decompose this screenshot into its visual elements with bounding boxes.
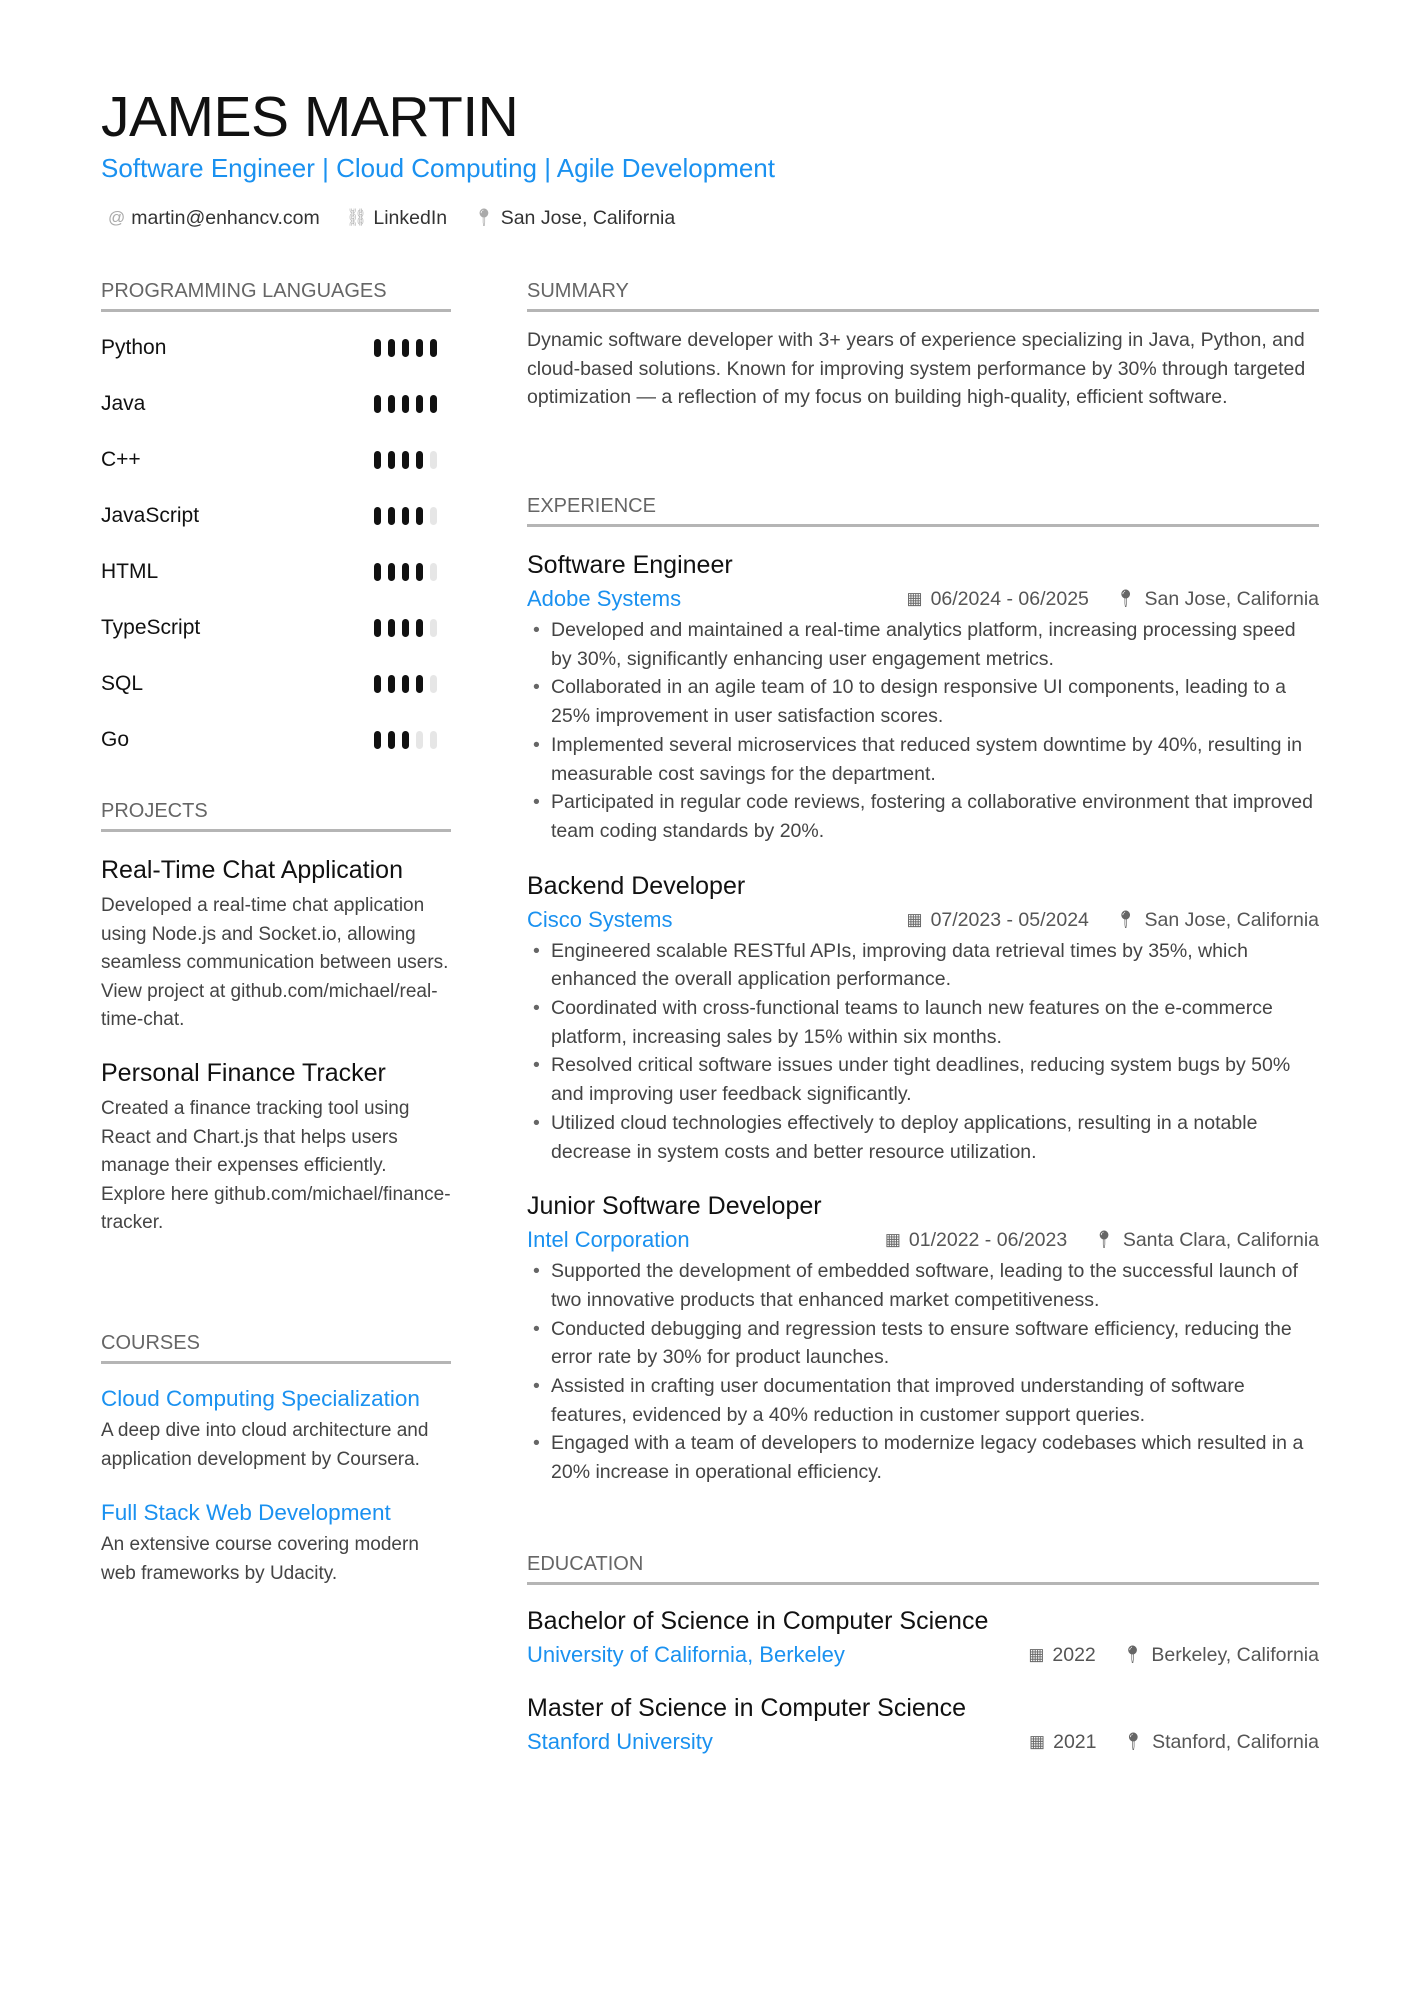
skill-row	[101, 432, 451, 488]
level-dot-filled	[402, 339, 409, 357]
job-bullets	[527, 1257, 1319, 1487]
job-bullets	[527, 616, 1319, 846]
skill-row	[101, 600, 451, 656]
bullet-item: • Resolved critical software issues under tight deadlines, reducing system bugs by 50% and improving user feedback significantly.	[527, 1051, 1319, 1108]
section-heading: PROJECTS	[101, 798, 451, 832]
course-description: An extensive course covering modern web frameworks by Udacity.	[101, 1534, 419, 1584]
level-dot-filled	[402, 675, 409, 693]
job-subheader	[527, 905, 1319, 935]
experience-section	[527, 493, 1319, 1487]
skill-level-rating	[374, 395, 437, 413]
skill-level-rating	[374, 675, 437, 693]
skill-row	[101, 376, 451, 432]
degree-title: Bachelor of Science in Computer Science	[527, 1607, 989, 1635]
skill-row	[101, 544, 451, 600]
level-dot-filled	[388, 675, 395, 693]
level-dot-filled	[402, 563, 409, 581]
candidate-headline: Software Engineer | Cloud Computing | Agile Development	[101, 153, 775, 183]
project-description: Developed a real-time chat application using Node.js and Socket.io, allowing seamless communication between users. View project at github.com/michael/real-time-chat.	[101, 895, 449, 1031]
bullet-item: • Engineered scalable RESTful APIs, improving data retrieval times by 35%, which enhanced the overall application performance.	[527, 937, 1319, 994]
skill-level-rating	[374, 451, 437, 469]
level-dot-filled	[388, 507, 395, 525]
level-dot-filled	[374, 619, 381, 637]
education-entry	[527, 1692, 1319, 1757]
job-entry	[527, 549, 1319, 846]
meta-info	[885, 1225, 1319, 1255]
level-dot-filled	[430, 395, 437, 413]
job-title: Software Engineer	[527, 551, 733, 579]
project-title: Real-Time Chat Application	[101, 856, 403, 884]
location	[1093, 1225, 1319, 1255]
course-title[interactable]: Full Stack Web Development	[101, 1500, 391, 1526]
level-dot-filled	[374, 395, 381, 413]
location-icon: 📍︎	[473, 208, 495, 227]
level-dot-filled	[402, 451, 409, 469]
level-dot-filled	[388, 619, 395, 637]
skill-name: TypeScript	[101, 616, 201, 639]
location	[1122, 1640, 1319, 1670]
school-name[interactable]: University of California, Berkeley	[527, 1642, 845, 1667]
contact-linkedin[interactable]: ⛓ LinkedIn	[345, 207, 448, 229]
company-name[interactable]: Intel Corporation	[527, 1227, 690, 1253]
level-dot-empty	[430, 563, 437, 581]
job-entry	[527, 1190, 1319, 1487]
level-dot-filled	[416, 619, 423, 637]
level-dot-filled	[374, 675, 381, 693]
course-item	[101, 1498, 451, 1588]
level-dot-empty	[430, 451, 437, 469]
bullet-item: • Utilized cloud technologies effectively to deploy applications, resulting in a notable decrease in system costs and better resource utilization.	[527, 1109, 1319, 1166]
location-pin-icon: 📍︎	[1093, 1230, 1115, 1250]
level-dot-empty	[430, 619, 437, 637]
level-dot-filled	[388, 339, 395, 357]
level-dot-filled	[388, 451, 395, 469]
skill-name: SQL	[101, 672, 144, 695]
skill-row	[101, 488, 451, 544]
level-dot-filled	[388, 395, 395, 413]
calendar-icon: ▦	[1029, 1732, 1046, 1751]
skill-row	[101, 320, 451, 376]
level-dot-filled	[430, 339, 437, 357]
school-name[interactable]: Stanford University	[527, 1729, 713, 1754]
skill-name: Java	[101, 392, 146, 415]
location	[1115, 905, 1319, 935]
project-item	[101, 1057, 451, 1238]
date-range	[1029, 1727, 1096, 1757]
location-text: San Jose, California	[1144, 588, 1319, 610]
project-description: Created a finance tracking tool using React and Chart.js that helps users manage their expenses efficiently. Explore here github.com/michael/finance-tracker.	[101, 1097, 451, 1234]
level-dot-filled	[374, 507, 381, 525]
meta-info	[907, 584, 1319, 614]
degree-title: Master of Science in Computer Science	[527, 1694, 967, 1722]
meta-info	[907, 905, 1319, 935]
location-pin-icon: 📍︎	[1121, 1645, 1144, 1664]
level-dot-filled	[374, 563, 381, 581]
date-range	[907, 584, 1089, 614]
section-heading: PROGRAMMING LANGUAGES	[101, 278, 451, 312]
location-pin-icon: 📍︎	[1114, 909, 1137, 929]
location-text: Berkeley, California	[1151, 1644, 1319, 1666]
location-text: San Jose, California	[1144, 908, 1319, 931]
courses-section	[101, 1330, 451, 1588]
contact-bar	[108, 205, 675, 231]
section-heading: SUMMARY	[527, 278, 1319, 312]
date-text: 2021	[1053, 1731, 1097, 1753]
course-title[interactable]: Cloud Computing Specialization	[101, 1386, 420, 1411]
level-dot-filled	[374, 451, 381, 469]
date-text: 06/2024 - 06/2025	[930, 588, 1089, 610]
meta-info	[1028, 1640, 1319, 1670]
job-entry	[527, 870, 1319, 1167]
project-title: Personal Finance Tracker	[101, 1058, 386, 1087]
bullet-item: • Coordinated with cross-functional teams to launch new features on the e-commerce platform, increasing sales by 15% within six months.	[527, 994, 1319, 1051]
date-range	[907, 905, 1089, 935]
skill-name: Python	[101, 336, 167, 359]
level-dot-filled	[416, 451, 423, 469]
education-subheader	[527, 1727, 1319, 1757]
job-subheader	[527, 1225, 1319, 1255]
level-dot-filled	[416, 395, 423, 413]
meta-info	[1029, 1727, 1319, 1757]
calendar-icon: ▦	[906, 909, 923, 929]
level-dot-filled	[402, 619, 409, 637]
section-heading: EXPERIENCE	[527, 493, 1319, 527]
company-name[interactable]: Cisco Systems	[527, 906, 673, 932]
summary-section	[527, 278, 1319, 412]
level-dot-filled	[402, 507, 409, 525]
bullet-item: • Participated in regular code reviews, fostering a collaborative environment that improved team coding standards by 20%.	[527, 788, 1319, 845]
bullet-item: • Implemented several microservices that reduced system downtime by 40%, resulting in measurable cost savings for the department.	[527, 731, 1319, 788]
section-heading: COURSES	[101, 1330, 451, 1364]
course-description: A deep dive into cloud architecture and application development by Coursera.	[101, 1420, 429, 1470]
level-dot-filled	[416, 563, 423, 581]
job-bullets	[527, 937, 1319, 1167]
level-dot-empty	[430, 731, 437, 749]
bullet-item: • Engaged with a team of developers to modernize legacy codebases which resulted in a 20% increase in operational efficiency.	[527, 1429, 1319, 1486]
skill-row	[101, 712, 451, 768]
bullet-item: • Developed and maintained a real-time analytics platform, increasing processing speed by 30%, significantly enhancing user engagement metrics.	[527, 616, 1319, 673]
candidate-name: JAMES MARTIN	[101, 85, 519, 149]
location	[1115, 584, 1319, 614]
job-subheader	[527, 584, 1319, 614]
skill-row	[101, 656, 451, 712]
level-dot-empty	[430, 675, 437, 693]
contact-email[interactable]: @ martin@enhancv.com	[108, 207, 320, 229]
education-subheader	[527, 1640, 1319, 1670]
date-text: 2022	[1052, 1644, 1096, 1666]
location-text: Santa Clara, California	[1122, 1229, 1319, 1252]
bullet-item: • Conducted debugging and regression tests to ensure software efficiency, reducing the error rate by 30% for product launches.	[527, 1315, 1319, 1372]
skill-level-rating	[374, 339, 437, 357]
location	[1122, 1727, 1319, 1757]
skill-name: C++	[101, 448, 141, 471]
job-title: Backend Developer	[527, 871, 746, 900]
calendar-icon: ▦	[1028, 1645, 1045, 1664]
at-icon: @	[108, 208, 126, 227]
job-title: Junior Software Developer	[527, 1192, 822, 1221]
skill-name: Go	[101, 728, 130, 751]
education-entry	[527, 1605, 1319, 1670]
link-icon: ⛓	[345, 208, 368, 227]
course-item	[101, 1384, 451, 1474]
level-dot-filled	[402, 395, 409, 413]
skill-level-rating	[374, 563, 437, 581]
skill-level-rating	[374, 507, 437, 525]
level-dot-empty	[416, 731, 423, 749]
date-range	[1028, 1640, 1095, 1670]
skill-name: HTML	[101, 560, 159, 583]
calendar-icon: ▦	[884, 1230, 901, 1250]
date-text: 07/2023 - 05/2024	[930, 908, 1089, 931]
level-dot-empty	[430, 507, 437, 525]
level-dot-filled	[374, 339, 381, 357]
section-heading: EDUCATION	[527, 1551, 1319, 1585]
education-section	[527, 1551, 1319, 1757]
bullet-item: • Collaborated in an agile team of 10 to design responsive UI components, leading to a 25% improvement in user satisfaction scores.	[527, 673, 1319, 730]
level-dot-filled	[374, 731, 381, 749]
level-dot-filled	[416, 339, 423, 357]
location-text: Stanford, California	[1152, 1731, 1319, 1753]
company-name[interactable]: Adobe Systems	[527, 586, 682, 611]
level-dot-filled	[402, 731, 409, 749]
level-dot-filled	[416, 675, 423, 693]
level-dot-filled	[388, 731, 395, 749]
skill-name: JavaScript	[101, 504, 200, 527]
languages-section	[101, 278, 451, 768]
skill-level-rating	[374, 731, 437, 749]
summary-text: Dynamic software developer with 3+ years of experience specializing in Java, Python, and cloud-based solutions. Known for improving system performance by 30% through targeted optimization — a reflection of my focus on building high-quality, efficient software.	[527, 329, 1306, 409]
date-range	[885, 1225, 1067, 1255]
bullet-item: • Assisted in crafting user documentation that improved understanding of software features, evidenced by a 40% reduction in customer support queries.	[527, 1372, 1319, 1429]
location-pin-icon: 📍︎	[1122, 1732, 1145, 1751]
skill-level-rating	[374, 619, 437, 637]
date-text: 01/2022 - 06/2023	[908, 1229, 1068, 1252]
project-item	[101, 854, 451, 1035]
contact-location: 📍︎ San Jose, California	[473, 207, 676, 229]
calendar-icon: ▦	[906, 589, 923, 608]
location-pin-icon: 📍︎	[1114, 589, 1137, 608]
level-dot-filled	[416, 507, 423, 525]
level-dot-filled	[388, 563, 395, 581]
projects-section	[101, 798, 451, 1238]
bullet-item: • Supported the development of embedded software, leading to the successful launch of two innovative products that enhanced market competitiveness.	[527, 1257, 1319, 1314]
